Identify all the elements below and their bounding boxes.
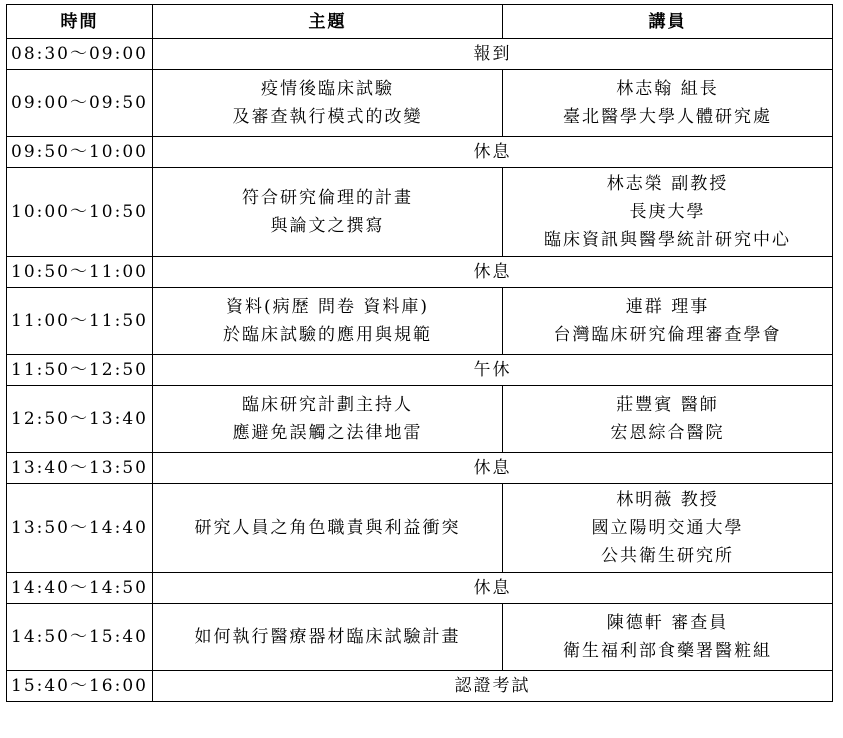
row-break-label: 報到 [153, 39, 833, 70]
agenda-row-break [7, 355, 833, 386]
header-row [7, 5, 833, 39]
row-speaker [503, 604, 833, 671]
row-break-label: 休息 [153, 137, 833, 168]
row-break-label: 認證考試 [153, 671, 833, 702]
topic-line: 臨床研究計劃主持人 [242, 395, 413, 415]
row-time: 15:40～16:00 [7, 671, 153, 702]
row-break-label: 休息 [153, 257, 833, 288]
agenda-row-break [7, 137, 833, 168]
speaker-affiliation: 台灣臨床研究倫理審查學會 [553, 325, 782, 345]
speaker-name: 林志榮 副教授 [606, 174, 729, 194]
topic-line: 疫情後臨床試驗 [261, 79, 394, 99]
topic-line: 符合研究倫理的計畫 [242, 188, 413, 208]
agenda-row-break [7, 39, 833, 70]
speaker-name: 連群 理事 [625, 297, 710, 317]
row-speaker [503, 484, 833, 573]
row-time: 09:00～09:50 [7, 70, 153, 137]
topic-line: 應避免誤觸之法律地雷 [232, 423, 423, 443]
speaker-affiliation: 臨床資訊與醫學統計研究中心 [544, 230, 791, 250]
row-break-label: 午休 [153, 355, 833, 386]
topic-line: 研究人員之角色職責與利益衝突 [194, 518, 461, 538]
header-speaker: 講員 [503, 5, 833, 39]
speaker-affiliation: 臺北醫學大學人體研究處 [563, 107, 772, 127]
agenda-row-session [7, 604, 833, 671]
row-time: 13:40～13:50 [7, 453, 153, 484]
agenda-row-session [7, 484, 833, 573]
row-topic [153, 168, 503, 257]
agenda-row-break [7, 671, 833, 702]
agenda-row-session [7, 168, 833, 257]
topic-line: 及審查執行模式的改變 [232, 107, 423, 127]
speaker-name: 莊豐賓 醫師 [616, 395, 719, 415]
row-time: 11:50～12:50 [7, 355, 153, 386]
topic-line: 與論文之撰寫 [270, 216, 385, 236]
row-speaker [503, 70, 833, 137]
speaker-name: 陳德軒 審查員 [606, 613, 729, 633]
speaker-affiliation: 長庚大學 [629, 202, 706, 222]
agenda-row-session [7, 288, 833, 355]
header-time: 時間 [7, 5, 153, 39]
agenda-row-session [7, 386, 833, 453]
row-speaker [503, 168, 833, 257]
row-time: 08:30～09:00 [7, 39, 153, 70]
header-topic: 主題 [153, 5, 503, 39]
row-time: 11:00～11:50 [7, 288, 153, 355]
agenda-table [6, 4, 833, 702]
row-time: 09:50～10:00 [7, 137, 153, 168]
speaker-name: 林明薇 教授 [616, 490, 719, 510]
agenda-row-break [7, 453, 833, 484]
row-topic [153, 484, 503, 573]
topic-line: 如何執行醫療器材臨床試驗計畫 [194, 627, 461, 647]
row-topic [153, 604, 503, 671]
row-time: 14:50～15:40 [7, 604, 153, 671]
agenda-row-break [7, 573, 833, 604]
speaker-affiliation: 國立陽明交通大學 [591, 518, 744, 538]
row-time: 12:50～13:40 [7, 386, 153, 453]
agenda-row-break [7, 257, 833, 288]
topic-line: 資料(病歷 問卷 資料庫) [225, 297, 430, 317]
row-topic [153, 288, 503, 355]
topic-line: 於臨床試驗的應用與規範 [223, 325, 432, 345]
row-time: 10:00～10:50 [7, 168, 153, 257]
row-break-label: 休息 [153, 573, 833, 604]
row-topic [153, 386, 503, 453]
row-time: 14:40～14:50 [7, 573, 153, 604]
speaker-affiliation: 公共衛生研究所 [601, 546, 734, 566]
speaker-affiliation: 衛生福利部食藥署醫粧組 [563, 641, 772, 661]
agenda-row-session [7, 70, 833, 137]
row-topic [153, 70, 503, 137]
row-speaker [503, 386, 833, 453]
row-time: 13:50～14:40 [7, 484, 153, 573]
speaker-affiliation: 宏恩綜合醫院 [610, 423, 725, 443]
row-time: 10:50～11:00 [7, 257, 153, 288]
row-speaker [503, 288, 833, 355]
row-break-label: 休息 [153, 453, 833, 484]
speaker-name: 林志翰 組長 [616, 79, 719, 99]
